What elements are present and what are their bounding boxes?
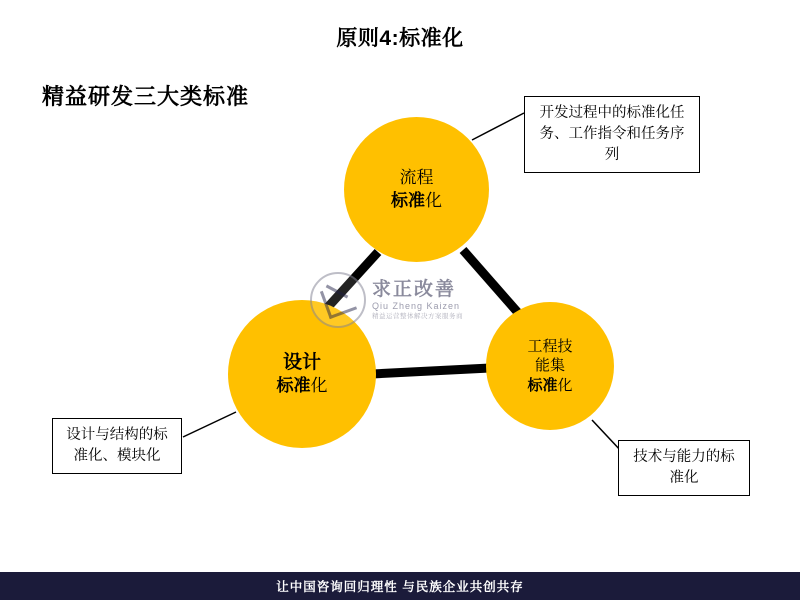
callout-process: 开发过程中的标准化任务、工作指令和任务序列 — [524, 96, 700, 173]
node-process-line2-bold: 标准 — [391, 190, 425, 210]
brand-name: 求正改善 — [372, 279, 457, 301]
brand-tagline: 精益运营整体解决方案服务商 — [372, 312, 463, 320]
node-design-line2 — [277, 375, 328, 397]
node-engineering-skills[interactable] — [486, 302, 614, 430]
node-design[interactable] — [228, 300, 376, 448]
node-process[interactable] — [344, 117, 489, 262]
slide-footer: 让中国咨询回归理性 与民族企业共创共存 — [0, 572, 800, 600]
node-design-line2-bold: 标准 — [276, 376, 311, 396]
callout-engineering: 技术与能力的标准化 — [618, 440, 750, 496]
node-engineering-line3-bold: 标准 — [527, 376, 558, 394]
node-process-line2-rest: 化 — [425, 190, 442, 210]
node-engineering-line1: 工程技 — [527, 337, 573, 355]
slide-subtitle: 精益研发三大类标准 — [42, 84, 250, 109]
node-design-line1: 设计 — [282, 351, 321, 373]
callout-design: 设计与结构的标准化、模块化 — [52, 418, 182, 474]
node-engineering-line3-rest: 化 — [557, 376, 573, 394]
brand-pinyin: Qiu Zheng Kaizen — [372, 300, 461, 311]
node-engineering-line2: 能集 — [534, 357, 565, 375]
page-title: 原则4:标准化 — [336, 27, 464, 50]
node-process-line1: 流程 — [399, 168, 434, 188]
node-engineering-line3 — [527, 376, 572, 396]
node-design-line2-rest: 化 — [310, 376, 328, 396]
node-process-line2 — [391, 190, 442, 212]
